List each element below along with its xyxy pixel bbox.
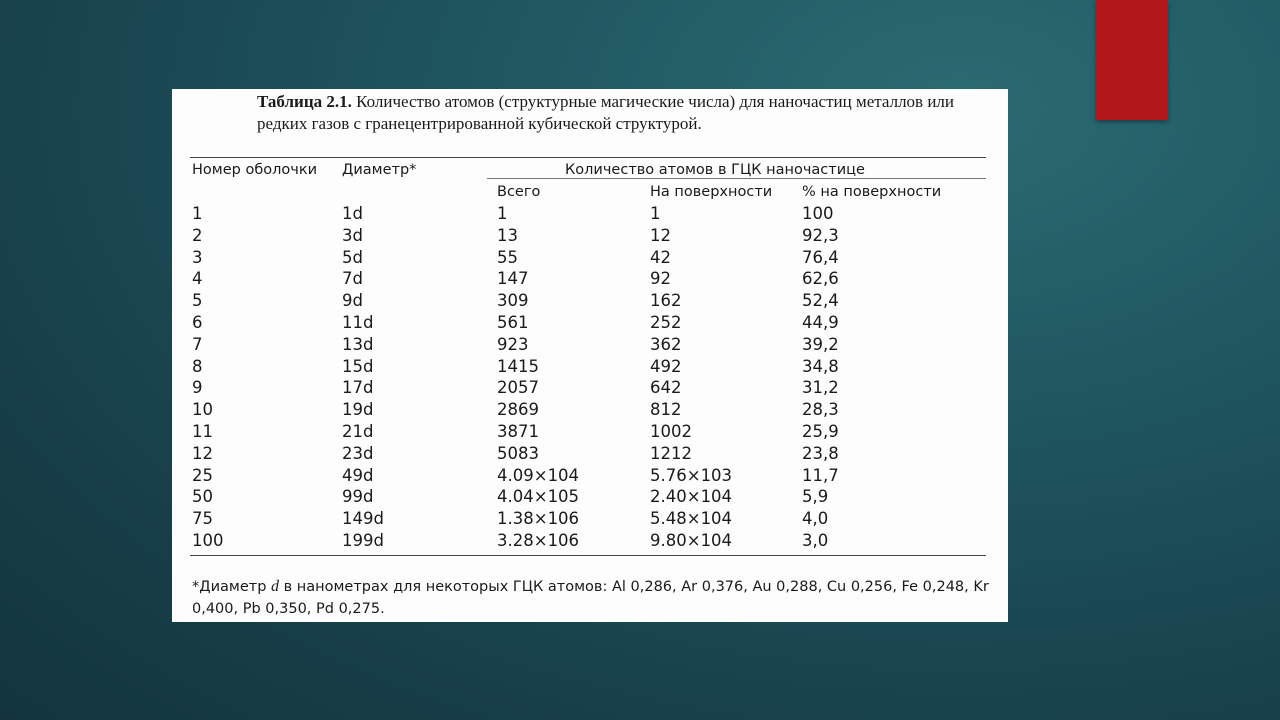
cell-shell: 2 xyxy=(192,225,203,245)
cell-total: 147 xyxy=(497,269,529,289)
cell-diameter: 149d xyxy=(342,509,384,529)
cell-shell: 5 xyxy=(192,291,203,311)
table-document-image xyxy=(172,89,1008,622)
cell-surface: 252 xyxy=(650,312,682,332)
cell-total: 3.28×106 xyxy=(497,530,580,550)
cell-percent: 3,0 xyxy=(802,530,829,550)
cell-percent: 34,8 xyxy=(802,356,839,376)
caption-text: Количество атомов (структурные магические числа) для наночастиц металлов или редких газов с гранецентрированной кубической структурой. xyxy=(257,92,955,133)
table-row xyxy=(172,443,1008,465)
cell-diameter: 3d xyxy=(342,225,363,245)
group-header-rule xyxy=(487,178,986,179)
table-row xyxy=(172,399,1008,421)
cell-surface: 42 xyxy=(650,247,671,267)
cell-shell: 9 xyxy=(192,378,203,398)
footnote-prefix: *Диаметр xyxy=(192,579,272,595)
cell-percent: 62,6 xyxy=(802,269,839,289)
cell-diameter: 15d xyxy=(342,356,374,376)
footnote-text: в нанометрах для некоторых ГЦК атомов: Al 0,286, Ar 0,376, Au 0,288, Cu 0,256, Fe 0,248, Kr 0,400, Pb 0,350, Pd 0,275. xyxy=(192,579,989,617)
cell-total: 4.09×104 xyxy=(497,465,580,485)
cell-percent: 31,2 xyxy=(802,378,839,398)
cell-surface: 1 xyxy=(650,204,661,223)
cell-diameter: 7d xyxy=(342,269,363,289)
cell-shell: 3 xyxy=(192,247,203,267)
cell-total: 923 xyxy=(497,334,529,354)
cell-surface: 2.40×104 xyxy=(650,487,733,507)
table-row xyxy=(172,312,1008,334)
cell-surface: 812 xyxy=(650,400,682,420)
table-row xyxy=(172,508,1008,530)
header-on-surface: На поверхности xyxy=(650,184,773,200)
cell-total: 4.04×105 xyxy=(497,487,580,507)
cell-surface: 1002 xyxy=(650,421,692,441)
cell-percent: 23,8 xyxy=(802,443,839,463)
cell-percent: 100 xyxy=(802,204,834,223)
cell-total: 1415 xyxy=(497,356,539,376)
cell-total: 13 xyxy=(497,225,518,245)
cell-total: 5083 xyxy=(497,443,539,463)
cell-percent: 76,4 xyxy=(802,247,839,267)
cell-percent: 4,0 xyxy=(802,509,829,529)
cell-percent: 52,4 xyxy=(802,291,839,311)
table-row xyxy=(172,530,1008,552)
cell-percent: 92,3 xyxy=(802,225,839,245)
table-row xyxy=(172,356,1008,378)
cell-total: 2869 xyxy=(497,400,539,420)
table-row xyxy=(172,247,1008,269)
table-row xyxy=(172,377,1008,399)
cell-shell: 12 xyxy=(192,443,213,463)
cell-total: 1 xyxy=(497,204,508,223)
cell-diameter: 5d xyxy=(342,247,363,267)
cell-surface: 162 xyxy=(650,291,682,311)
table-row xyxy=(172,465,1008,487)
cell-diameter: 23d xyxy=(342,443,374,463)
cell-diameter: 19d xyxy=(342,400,374,420)
cell-total: 55 xyxy=(497,247,518,267)
table-bottom-rule xyxy=(190,555,986,556)
cell-percent: 44,9 xyxy=(802,312,839,332)
cell-percent: 11,7 xyxy=(802,465,839,485)
cell-percent: 28,3 xyxy=(802,400,839,420)
cell-surface: 5.48×104 xyxy=(650,509,733,529)
header-group-atom-count: Количество атомов в ГЦК наночастице xyxy=(565,162,865,178)
table-footnote xyxy=(192,576,992,620)
cell-percent: 25,9 xyxy=(802,421,839,441)
cell-shell: 11 xyxy=(192,421,213,441)
table-row xyxy=(172,334,1008,356)
cell-diameter: 17d xyxy=(342,378,374,398)
header-diameter: Диаметр* xyxy=(342,162,417,178)
cell-diameter: 21d xyxy=(342,421,374,441)
cell-surface: 92 xyxy=(650,269,671,289)
table-row xyxy=(172,421,1008,443)
cell-total: 309 xyxy=(497,291,529,311)
header-shell-number: Номер оболочки xyxy=(192,162,318,178)
cell-diameter: 1d xyxy=(342,204,363,223)
cell-shell: 6 xyxy=(192,312,203,332)
cell-diameter: 11d xyxy=(342,312,374,332)
cell-shell: 7 xyxy=(192,334,203,354)
cell-diameter: 9d xyxy=(342,291,363,311)
cell-total: 1.38×106 xyxy=(497,509,580,529)
table-caption xyxy=(257,91,992,135)
table-body xyxy=(172,203,1008,552)
table-top-rule xyxy=(190,157,986,158)
caption-label: Таблица 2.1. xyxy=(257,92,352,111)
cell-surface: 362 xyxy=(650,334,682,354)
cell-surface: 492 xyxy=(650,356,682,376)
cell-shell: 4 xyxy=(192,269,203,289)
cell-total: 561 xyxy=(497,312,529,332)
cell-shell: 10 xyxy=(192,400,213,420)
cell-total: 2057 xyxy=(497,378,539,398)
cell-surface: 5.76×103 xyxy=(650,465,733,485)
cell-shell: 75 xyxy=(192,509,213,529)
cell-shell: 8 xyxy=(192,356,203,376)
header-total: Всего xyxy=(497,184,541,200)
cell-surface: 12 xyxy=(650,225,671,245)
cell-surface: 1212 xyxy=(650,443,692,463)
cell-total: 3871 xyxy=(497,421,539,441)
table-row xyxy=(172,203,1008,225)
cell-diameter: 13d xyxy=(342,334,374,354)
cell-percent: 39,2 xyxy=(802,334,839,354)
table-row xyxy=(172,290,1008,312)
cell-shell: 50 xyxy=(192,487,213,507)
cell-shell: 100 xyxy=(192,530,224,550)
cell-shell: 1 xyxy=(192,204,203,223)
table-row xyxy=(172,268,1008,290)
cell-shell: 25 xyxy=(192,465,213,485)
footnote-symbol: d xyxy=(271,578,280,595)
cell-surface: 642 xyxy=(650,378,682,398)
cell-diameter: 199d xyxy=(342,530,384,550)
accent-bar xyxy=(1096,0,1168,120)
table-row xyxy=(172,486,1008,508)
cell-percent: 5,9 xyxy=(802,487,829,507)
header-percent-surface: % на поверхности xyxy=(802,184,942,200)
cell-diameter: 49d xyxy=(342,465,374,485)
cell-surface: 9.80×104 xyxy=(650,530,733,550)
table-row xyxy=(172,225,1008,247)
cell-diameter: 99d xyxy=(342,487,374,507)
